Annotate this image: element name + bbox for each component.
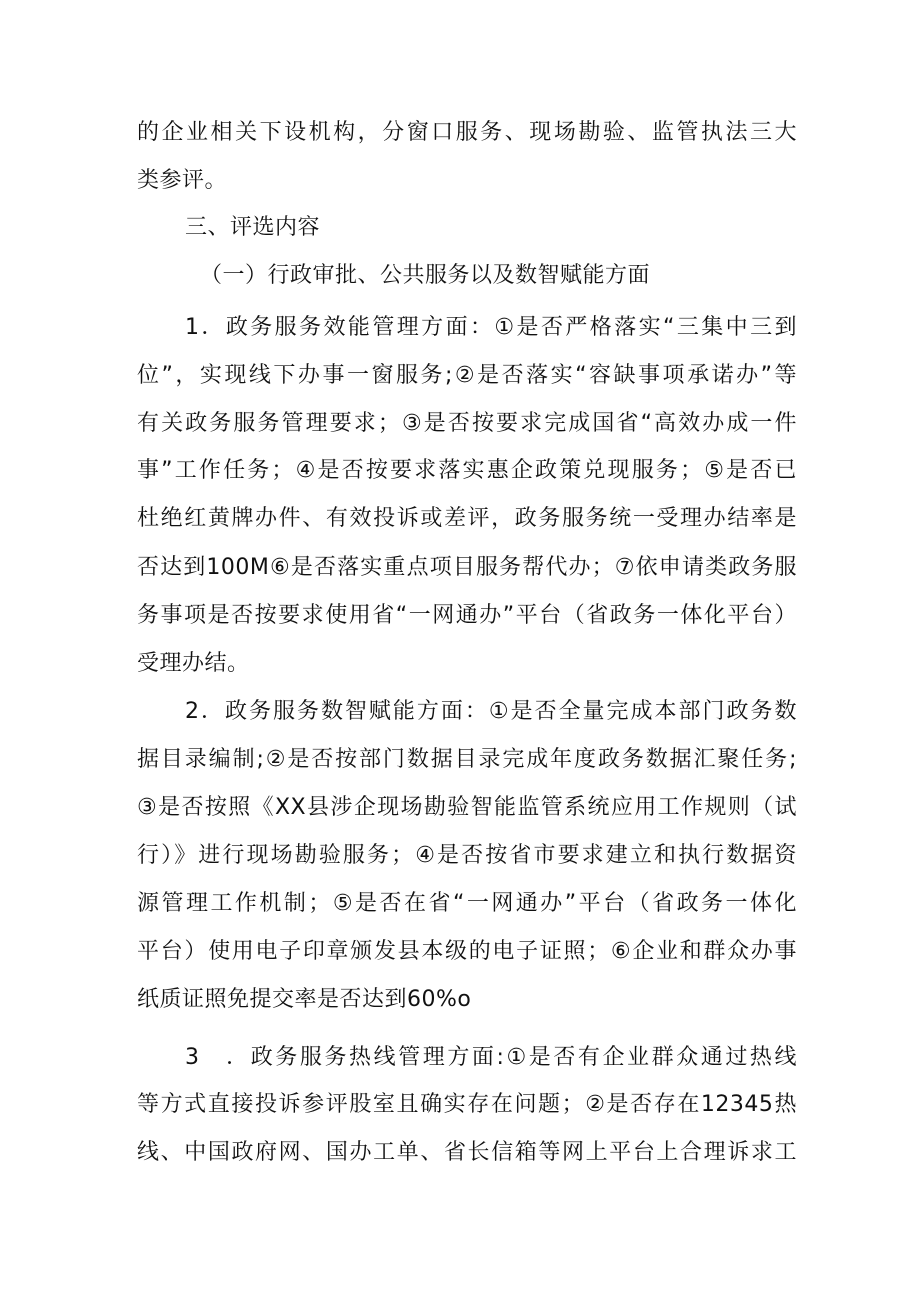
text-line: 线、中国政府网、国办工单、省长信箱等网上平台上合理诉求工: [137, 1140, 797, 1165]
text-line: 位”，实现线下办事一窗服务;②是否落实“容缺事项承诺办”等: [137, 363, 797, 388]
text-line: 平台）使用电子印章颁发县本级的电子证照；⑥企业和群众办事: [137, 939, 797, 964]
text-line: 行）》进行现场勘验服务；④是否按省市要求建立和执行数据资: [137, 843, 797, 868]
text-line: 类参评。: [137, 168, 228, 193]
text-line: 的企业相关下设机构，分窗口服务、现场勘验、监管执法三大: [137, 120, 797, 145]
section-heading: 三、评选内容: [185, 215, 321, 240]
text-line: 据目录编制;②是否按部门数据目录完成年度政务数据汇聚任务;: [137, 747, 797, 772]
text-line: 等方式直接投诉参评股室且确实存在问题；②是否存在12345热: [137, 1092, 797, 1117]
text-line: 受理办结。: [137, 651, 250, 676]
paragraph-first-line: 3 ．政务服务热线管理方面:①是否有企业群众通过热线: [185, 1045, 797, 1070]
text-line: 有关政务服务管理要求；③是否按要求完成国省“高效办成一件: [137, 411, 797, 436]
text-line: 杜绝红黄牌办件、有效投诉或差评，政务服务统一受理办结率是: [137, 506, 797, 531]
text-line: 事”工作任务；④是否按要求落实惠企政策兑现服务；⑤是否已: [137, 458, 797, 483]
text-line: ③是否按照《XX县涉企现场勘验智能监管系统应用工作规则（试: [137, 795, 797, 820]
text-line: 务事项是否按要求使用省“一网通办”平台（省政务一体化平台）: [137, 603, 797, 628]
paragraph-first-line: 1．政务服务效能管理方面：①是否严格落实“三集中三到: [185, 315, 797, 340]
subsection-heading: （一）行政审批、公共服务以及数智赋能方面: [200, 263, 651, 288]
text-line: 否达到100M⑥是否落实重点项目服务帮代办；⑦依申请类政务服: [137, 555, 797, 580]
text-line: 源管理工作机制；⑤是否在省“一网通办”平台（省政务一体化: [137, 891, 797, 916]
paragraph-first-line: 2．政务服务数智赋能方面：①是否全量完成本部门政务数: [185, 699, 797, 724]
text-line: 纸质证照免提交率是否达到60%o: [137, 987, 472, 1012]
